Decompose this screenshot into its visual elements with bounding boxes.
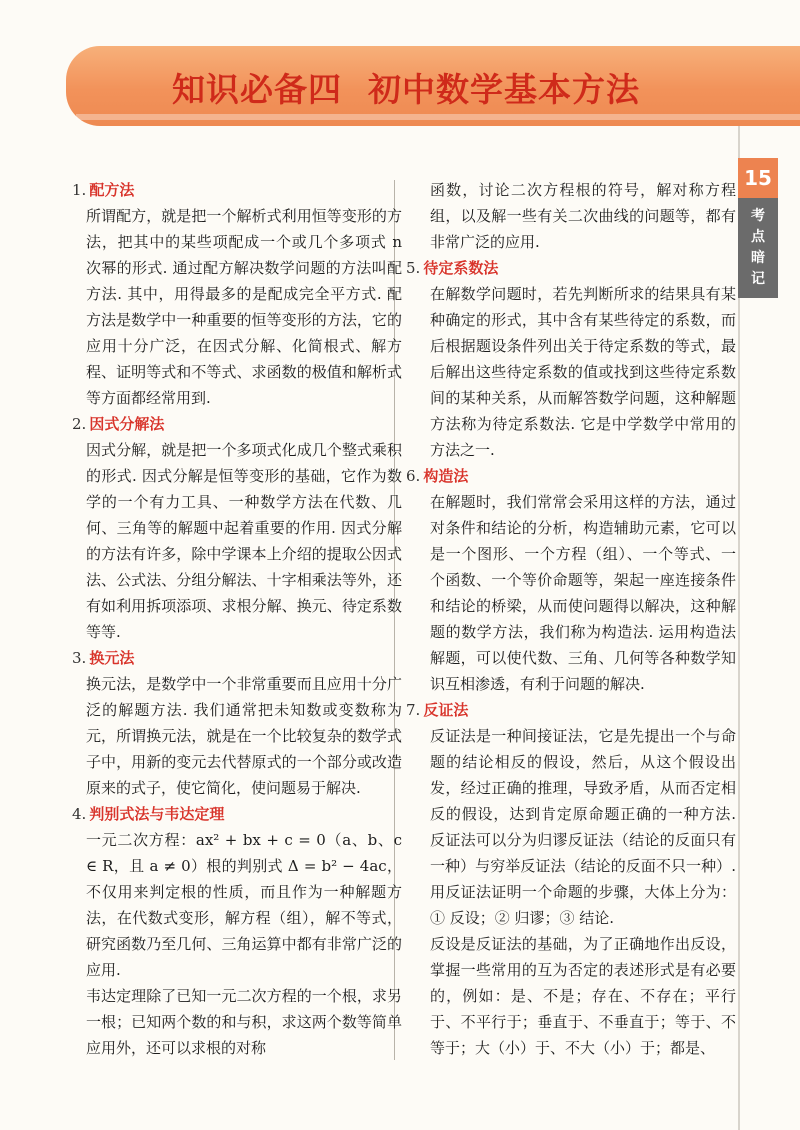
section-4: [72, 801, 402, 1061]
section-paragraph: 函数，讨论二次方程根的符号，解对称方程组，以及解一些有关二次曲线的问题等，都有非常广泛的应用.: [430, 181, 736, 251]
section-3: [72, 645, 402, 801]
section-1: [72, 177, 402, 411]
left-column: [72, 177, 402, 1061]
section-paragraph: 在解数学问题时，若先判断所求的结果具有某种确定的形式，其中含有某些待定的系数，而后根据题设条件列出关于待定系数的等式，最后解出这些待定系数的值或找到这些待定系数间的某种关系，从而解答数学问题，这种解题方法称为待定系数法. 它是中学数学中常用的方法之一.: [430, 285, 736, 459]
section-paragraph: 在解题时，我们常常会采用这样的方法，通过对条件和结论的分析，构造辅助元素，它可以是一个图形、一个方程（组）、一个等式、一个函数、一个等价命题等，架起一座连接条件和结论的桥梁，从而使问题得以解决，这种解题的数学方法，我们称为构造法. 运用构造法解题，可以使代数、三角、几何等各种数学知识互相渗透，有利于问题的解决.: [430, 493, 736, 693]
section-heading: 6. 构造法: [406, 467, 469, 485]
section-7: [406, 697, 736, 1061]
section-paragraph: 反证法是一种间接证法，它是先提出一个与命题的结论相反的假设，然后，从这个假设出发，经过正确的推理，导致矛盾，从而否定相反的假设，达到肯定原命题正确的一种方法. 反证法可以分为归谬反证法（结论的反面只有一种）与穷举反证法（结论的反面不只一种）. 用反证法证明一个命题的步骤，大体上分为：① 反设；② 归谬；③ 结论.: [430, 727, 736, 927]
section-heading: 4. 判别式法与韦达定理: [72, 805, 225, 823]
header-title: 初中数学基本方法: [368, 70, 640, 109]
right-column: [406, 177, 736, 1061]
section-paragraph: 换元法，是数学中一个非常重要而且应用十分广泛的解题方法. 我们通常把未知数或变数称为元，所谓换元法，就是在一个比较复杂的数学式子中，用新的变元去代替原式的一个部分或改造原来的式子，使它简化，使问题易于解决.: [86, 675, 402, 797]
section-paragraph: 韦达定理除了已知一元二次方程的一个根，求另一根；已知两个数的和与积，求这两个数等简单应用外，还可以求根的对称: [86, 987, 402, 1057]
section-heading: 3. 换元法: [72, 649, 135, 667]
section-heading: 2. 因式分解法: [72, 415, 165, 433]
section-heading: 7. 反证法: [406, 701, 469, 719]
section-5: [406, 255, 736, 463]
section-paragraph: 一元二次方程：ax² + bx + c = 0（a、b、c ∈ R，且 a ≠ 0）根的判别式 Δ = b² − 4ac，不仅用来判定根的性质，而且作为一种解题方法，在代数式变形，解方程（组），解不等式，研究函数乃至几何、三角运算中都有非常广泛的应用.: [86, 831, 402, 979]
header-part: 知识必备四: [172, 70, 342, 109]
section-paragraph: 反设是反证法的基础，为了正确地作出反设，掌握一些常用的互为否定的表述形式是有必要的，例如：是、不是；存在、不存在；平行于、不平行于；垂直于、不垂直于；等于、不等于；大（小）于、不大（小）于；都是、: [430, 935, 736, 1057]
page-title: [172, 64, 640, 111]
section-heading: 1. 配方法: [72, 181, 135, 199]
section-paragraph: 因式分解，就是把一个多项式化成几个整式乘积的形式. 因式分解是恒等变形的基础，它作为数学的一个有力工具、一种数学方法在代数、几何、三角等的解题中起着重要的作用. 因式分解的方法有许多，除中学课本上介绍的提取公因式法、公式法、分组分解法、十字相乘法等外，还有如利用拆项添项、求根分解、换元、待定系数等等.: [86, 441, 402, 641]
side-label: 考 点 暗 记: [751, 208, 765, 287]
section-2: [72, 411, 402, 645]
section-paragraph: 所谓配方，就是把一个解析式利用恒等变形的方法，把其中的某些项配成一个或几个多项式 n 次幂的形式. 通过配方解决数学问题的方法叫配方法. 其中，用得最多的是配成完全平方式. 配方法是数学中一种重要的恒等变形的方法，它的应用十分广泛，在因式分解、化简根式、解方程、证明等式和不等式、求函数的极值和解析式等方面都经常用到.: [86, 207, 402, 407]
header-banner: [66, 46, 800, 126]
side-tab: [738, 158, 778, 298]
section-heading: 5. 待定系数法: [406, 259, 499, 277]
page-number: 15: [738, 158, 778, 198]
section-6: [406, 463, 736, 697]
section-4-continued: [406, 177, 736, 255]
